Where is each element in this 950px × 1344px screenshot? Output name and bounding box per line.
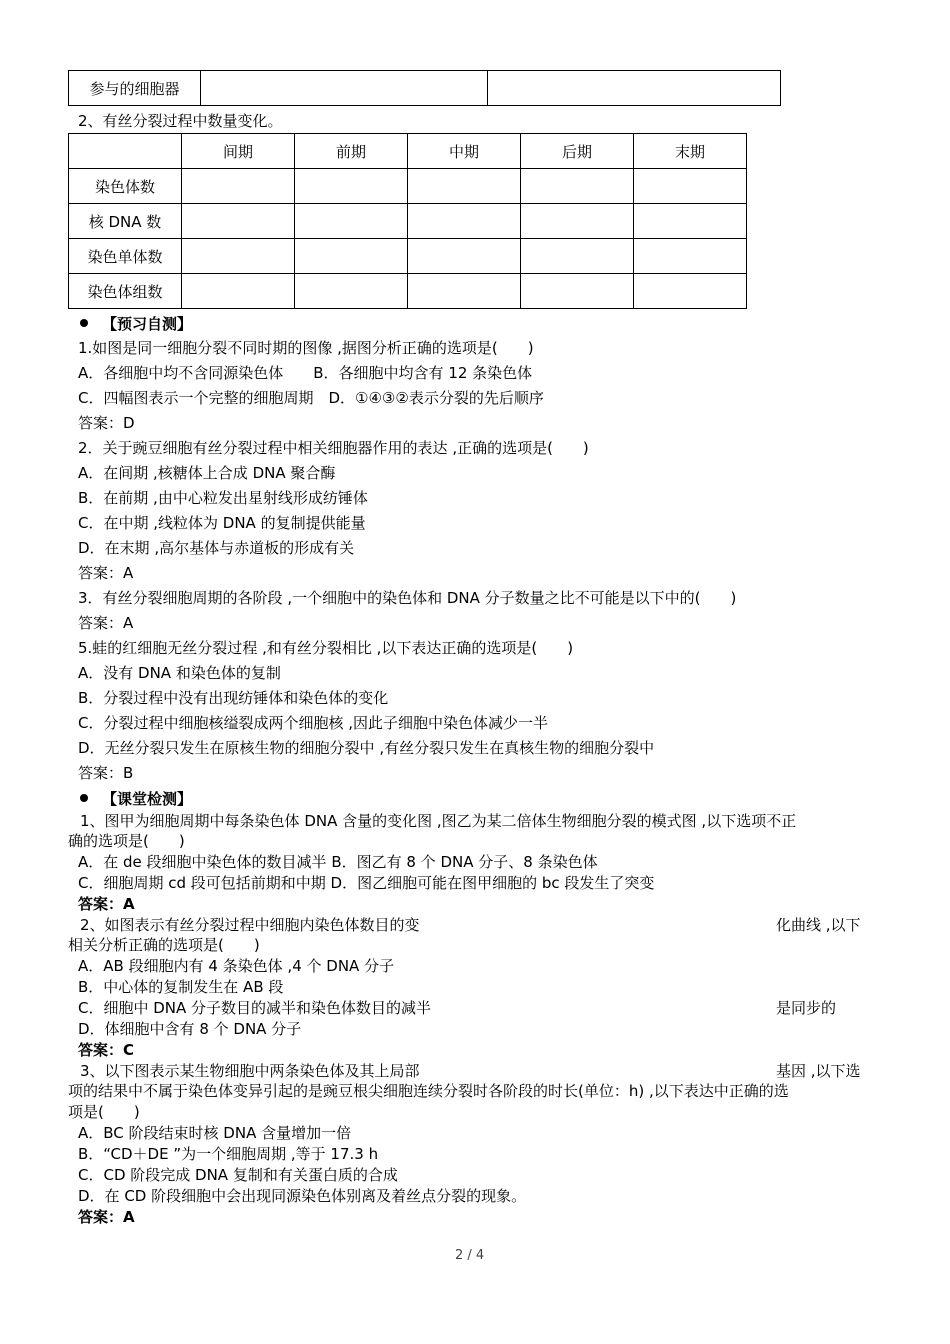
row-header: 核 DNA 数 [69,204,182,239]
cq1-answer: 答案：A [78,895,135,913]
preview-line: B．分裂过程中没有出现纺锤体和染色体的变化 [78,689,389,707]
cell [521,274,634,309]
cell [182,204,295,239]
cell [295,239,408,274]
organelle-label: 参与的细胞器 [69,71,201,106]
bullet-icon [80,794,88,802]
col-header: 前期 [295,134,408,169]
col-header: 末期 [634,134,747,169]
cell [182,169,295,204]
count-table [68,133,747,309]
preview-line: D．在末期 ,高尔基体与赤道板的形成有关 [78,539,355,557]
row-header: 染色体数 [69,169,182,204]
preview-line: 答案：A [78,614,134,632]
cq1-opt-cd: C．细胞周期 cd 段可包括前期和中期 D．图乙细胞可能在图甲细胞的 bc 段发生了突变 [78,874,655,892]
cq2-line1a: 2、如图表示有丝分裂过程中细胞内染色体数目的变 [80,916,420,934]
preview-line: 5.蛙的红细胞无丝分裂过程 ,和有丝分裂相比 ,以下表达正确的选项是( ) [78,639,574,657]
preview-line: D．无丝分裂只发生在原核生物的细胞分裂中 ,有丝分裂只发生在真核生物的细胞分裂中 [78,739,655,757]
cq1-opt-ab: A．在 de 段细胞中染色体的数目减半 B．图乙有 8 个 DNA 分子、8 条染色体 [78,853,598,871]
row-header: 染色体组数 [69,274,182,309]
cell [295,169,408,204]
count-change-heading: 2、有丝分裂过程中数量变化。 [78,112,283,130]
cell [634,239,747,274]
cell [295,204,408,239]
cell [182,239,295,274]
preview-line: 3．有丝分裂细胞周期的各阶段 ,一个细胞中的染色体和 DNA 分子数量之比不可能是以下中的( ) [78,589,737,607]
cq3-line1a: 3、以下图表示某生物细胞中两条染色体及其上局部 [80,1062,420,1080]
cell [182,274,295,309]
cq2-line2: 相关分析正确的选项是( ) [68,936,260,954]
cell [634,169,747,204]
preview-line: 2．关于豌豆细胞有丝分裂过程中相关细胞器作用的表达 ,正确的选项是( ) [78,439,589,457]
organelle-cell-1 [201,71,488,106]
cell [521,169,634,204]
preview-line: A．在间期 ,核糖体上合成 DNA 聚合酶 [78,464,336,482]
cq2-opt-a: A．AB 段细胞内有 4 条染色体 ,4 个 DNA 分子 [78,957,395,975]
preview-line: A．各细胞中均不含同源染色体 B．各细胞中均含有 12 条染色体 [78,364,533,382]
preview-line: C．在中期 ,线粒体为 DNA 的复制提供能量 [78,514,366,532]
col-header: 间期 [182,134,295,169]
preview-line: 1.如图是同一细胞分裂不同时期的图像 ,据图分析正确的选项是( ) [78,339,534,357]
preview-line: A．没有 DNA 和染色体的复制 [78,664,281,682]
cq3-line3: 项是( ) [68,1103,140,1121]
preview-line: B．在前期 ,由中心粒发出星射线形成纺锤体 [78,489,368,507]
cell [408,169,521,204]
bullet-icon [80,319,88,327]
cq2-line1b: 化曲线 ,以下 [776,916,861,934]
cq3-opt-b: B．“CD＋DE ”为一个细胞周期 ,等于 17.3 h [78,1145,379,1163]
cell [634,204,747,239]
cell [634,274,747,309]
cq3-opt-a: A．BC 阶段结束时核 DNA 含量增加一倍 [78,1124,352,1142]
cell [521,239,634,274]
cq3-opt-d: D．在 CD 阶段细胞中会出现同源染色体别离及着丝点分裂的现象。 [78,1187,527,1205]
cq2-opt-b: B．中心体的复制发生在 AB 段 [78,978,284,996]
col-header: 中期 [408,134,521,169]
preview-line: 答案：A [78,564,134,582]
page-number: 2 / 4 [455,1248,485,1263]
preview-heading [80,314,192,334]
cq1-line2: 确的选项是( ) [68,832,185,850]
cq3-line1b: 基因 ,以下选 [776,1062,861,1080]
cq2-opt-c1: C．细胞中 DNA 分子数目的减半和染色体数目的减半 [78,999,432,1017]
preview-line: C．分裂过程中细胞核缢裂成两个细胞核 ,因此子细胞中染色体减少一半 [78,714,549,732]
cq1-line1: 1、图甲为细胞周期中每条染色体 DNA 含量的变化图 ,图乙为某二倍体生物细胞分裂的模式图 ,以下选项不正 [80,812,797,830]
cq3-answer: 答案：A [78,1208,135,1226]
cq3-opt-c: C．CD 阶段完成 DNA 复制和有关蛋白质的合成 [78,1166,398,1184]
classroom-heading-text: 【课堂检测】 [102,790,193,808]
classroom-heading [80,789,192,809]
preview-line: C．四幅图表示一个完整的细胞周期 D．①④③②表示分裂的先后顺序 [78,389,544,407]
cell [295,274,408,309]
cq2-opt-d: D．体细胞中含有 8 个 DNA 分子 [78,1020,302,1038]
cell [408,239,521,274]
row-header: 染色单体数 [69,239,182,274]
cell [521,204,634,239]
preview-heading-text: 【预习自测】 [102,315,193,333]
cq2-answer: 答案：C [78,1041,135,1059]
cell [408,274,521,309]
preview-line: 答案：B [78,764,134,782]
col-header: 后期 [521,134,634,169]
cell [408,204,521,239]
corner-cell [69,134,182,169]
organelle-cell-2 [488,71,781,106]
preview-line: 答案：D [78,414,135,432]
cq3-line2: 项的结果中不属于染色体变异引起的是豌豆根尖细胞连续分裂时各阶段的时长(单位：h) ,以下表达中正确的选 [68,1082,789,1100]
organelle-table [68,70,781,106]
cq2-opt-c2: 是同步的 [776,999,837,1017]
